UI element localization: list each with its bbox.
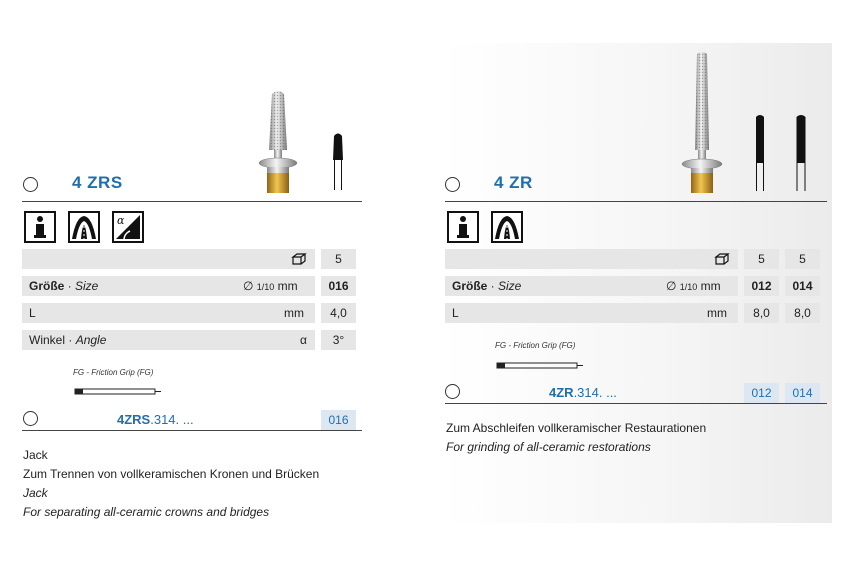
order-code-rest: .314. ... [573,385,617,400]
size-label: Größe [29,279,65,293]
pack-qty-cell: 5 [744,249,779,269]
bur-silhouette-4zr-014 [794,113,808,192]
speed-icon [68,211,100,243]
bur-image-4zrs [258,88,298,193]
divider-line [445,403,827,404]
shank-type-label: FG - Friction Grip (FG) [495,341,576,350]
order-code-bold: 4ZR [549,385,574,400]
desc-line: Zum Trennen von vollkeramischen Kronen und Brücken [23,467,320,481]
size-code-016[interactable]: 016 [321,410,356,430]
selector-circle-4zrs[interactable] [23,177,38,192]
separator: · [487,279,499,293]
bur-silhouette-4zr-012 [753,113,767,192]
size-label-en: Size [75,279,99,293]
desc-line: Zum Abschleifen vollkeramischer Restaurationen [446,421,707,435]
length-value-cell: 4,0 [321,303,356,323]
unit-fraction: 1/10 [679,282,698,292]
info-icon [24,211,56,243]
size-value-cell: 014 [785,276,820,296]
length-value-cell: 8,0 [744,303,779,323]
desc-line: For grinding of all-ceramic restorations [446,440,651,454]
order-code-bold: 4ZRS [117,412,151,427]
unit-mm: mm [700,279,721,293]
size-value-cell: 016 [321,276,356,296]
shank-type-label: FG - Friction Grip (FG) [73,368,154,377]
angle-unit: α [300,333,307,347]
angle-row-label [22,330,315,350]
product-title-4zrs: 4 ZRS [72,173,123,192]
selector-circle-4zr[interactable] [445,177,460,192]
desc-line: Jack [23,486,48,500]
diameter-symbol: ∅ [243,279,254,293]
unit-fraction: 1/10 [256,282,275,292]
desc-line: Jack [23,448,48,462]
order-number-4zr [549,385,617,400]
angle-label: Winkel [29,333,66,347]
shank-drawing [73,386,163,398]
order-number-4zrs [117,412,194,427]
length-value-cell: 8,0 [785,303,820,323]
size-unit [243,279,298,293]
angle-label-en: Angle [75,333,107,347]
info-icon [447,211,479,243]
length-row-label: L [22,303,315,323]
size-unit [666,279,721,293]
angle-value-cell: 3° [321,330,356,350]
table-header-row [22,249,315,269]
pack-qty-cell: 5 [785,249,820,269]
divider-line [445,201,827,202]
divider-line [22,201,362,202]
size-code-014[interactable]: 014 [785,383,820,403]
product-title-4zr: 4 ZR [494,173,533,192]
unit-mm: mm [277,279,298,293]
separator: · [65,333,76,347]
right-product-section [440,0,832,567]
order-code-rest: .314. ... [150,412,194,427]
angle-icon [112,211,144,243]
size-code-012[interactable]: 012 [744,383,779,403]
selector-circle-order-4zr[interactable] [445,384,460,399]
package-icon [291,252,307,271]
speed-icon [491,211,523,243]
left-product-section [0,0,420,567]
selector-circle-order-4zrs[interactable] [23,411,38,426]
pack-qty-cell: 5 [321,249,356,269]
length-row-label: L [445,303,738,323]
description-4zr [446,419,706,457]
desc-line: For separating all-ceramic crowns and bridges [23,505,270,519]
separator: · [64,279,76,293]
size-value-cell: 012 [744,276,779,296]
size-label-en: Size [498,279,522,293]
bur-image-4zr [680,50,724,193]
description-4zrs [23,446,319,522]
length-unit: mm [284,306,304,320]
size-label: Größe [452,279,488,293]
table-header-row [445,249,738,269]
package-icon [714,252,730,271]
svg-text:α: α [117,214,125,227]
divider-line [22,430,362,431]
length-unit: mm [707,306,727,320]
shank-drawing [495,360,585,372]
bur-silhouette-4zrs [330,132,346,192]
diameter-symbol: ∅ [666,279,677,293]
